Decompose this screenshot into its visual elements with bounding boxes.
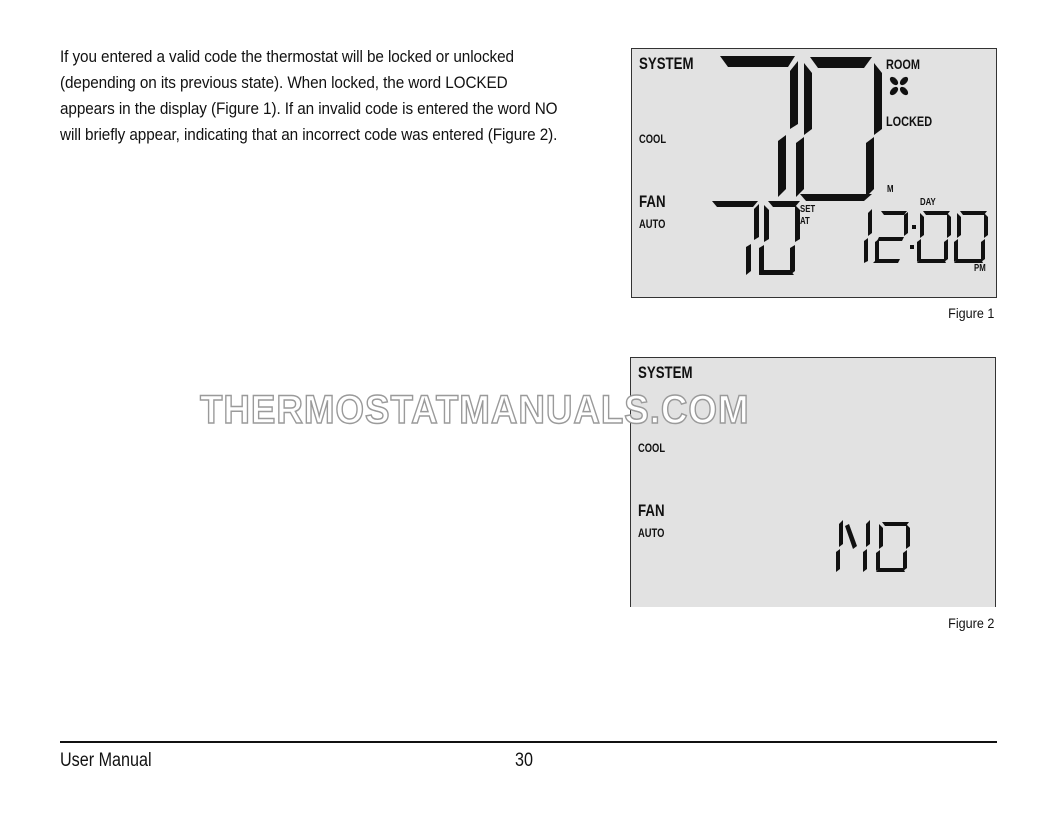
auto-label: AUTO [638,526,665,540]
fan-label: FAN [638,501,665,520]
time-digit-2 [873,211,908,263]
footer-divider [60,741,997,743]
set-label: SET [800,204,816,215]
room-label: ROOM [886,56,920,72]
watermark: THERMOSTATMANUALS.COM [200,388,750,432]
m-label: M [887,184,894,195]
locked-indicator: LOCKED [886,113,933,129]
time-colon [910,225,916,249]
figure-2-caption: Figure 2 [947,615,994,631]
fan-label: FAN [639,192,666,211]
figure-1-caption: Figure 1 [947,305,994,321]
page-number: 30 [515,750,533,771]
pm-label: PM [974,263,986,274]
time-digit-0-a [917,211,951,263]
body-paragraph: If you entered a valid code the thermostat will be locked or unlocked (depending on its previous state). When locked, the word LOCKED appears in the display (Figure 1). If an invalid code is entered the word NO will briefly appear, indicating that an incorrect code was entered (Figure 2). [60,47,558,144]
clock-time-digits [632,49,998,299]
thermostat-display-figure-1 [631,48,997,298]
cool-label: COOL [639,132,667,146]
cool-label: COOL [638,441,666,455]
system-label: SYSTEM [639,54,694,73]
system-label: SYSTEM [638,363,693,382]
footer-title: User Manual [60,750,152,771]
time-digit-0-b [954,211,988,263]
auto-label: AUTO [639,217,666,231]
message-letter-n [836,520,870,572]
time-digit-1 [864,209,872,263]
message-letter-o [876,522,910,572]
day-label: DAY [920,197,936,208]
at-label: AT [800,216,810,227]
